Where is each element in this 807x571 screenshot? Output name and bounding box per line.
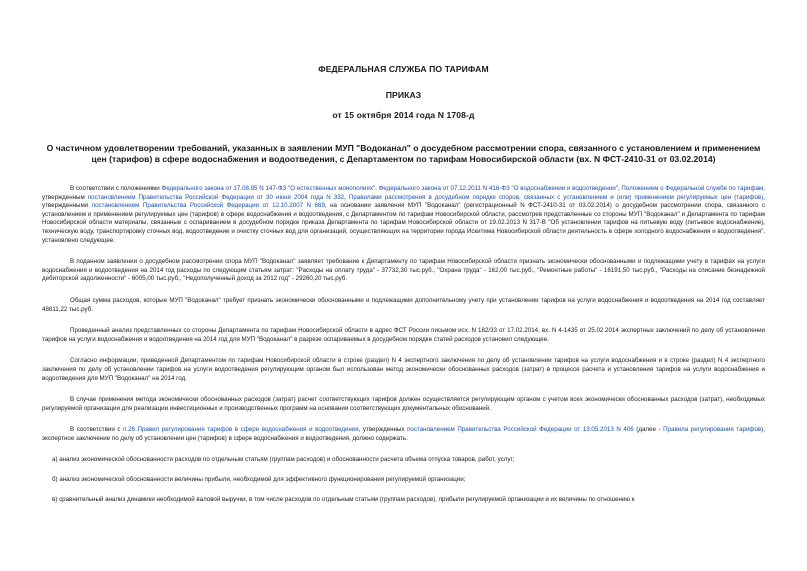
link-rules-p26[interactable]: п.26 Правил регулирования тарифов в сфере водоснабжения и водоотведения	[123, 426, 359, 434]
list-item: б) анализ экономической обоснованности величины прибыли, необходимой для эффективного функционирования регулируемой организации;	[52, 476, 466, 484]
text-fragment: , утвержденных	[358, 426, 408, 434]
paragraph-method: Согласно информации, приведенной Департаментом по тарифам Новосибирской области в строке (раздел) N 4 экспертного заключения по делу об установлении тарифов на услуги водоснабжения и в строке (раздел) N 4 экспертного заключения по делу об установлении тарифов на услуги водоотведения регулирующим органом был использован метод экономически обоснованных расходов (затрат) в процессе расчета и установления тарифов на услуги водоснабжения и водоотведения для МУП "Водоканал" на 2014 год.	[42, 357, 765, 382]
paragraph-legal-basis	[42, 185, 765, 245]
link-federal-law-416[interactable]: Федерального закона от 07.12.2011 N 416-ФЗ "О водоснабжении и водоотведении"	[378, 185, 618, 192]
text-fragment: , на основании заявления МУП "Водоканал" (регистрационный N ФСТ-2410-31 от 03.02.2014) о досудебном рассмотрении спора, связанного с установлением и применением регулируемых цен (тарифов) в сфере водоснабжения и водоотведения, с Департаментом по тарифам Новосибирской области, рассмотрев представленные со стороны МУП "Водоканал" и Департамента по тарифам Новосибирской области материалы, связанные с оспариванием в досудебном порядке приказа Департамента по тарифам Новосибирской области от 19.02.2013 N 317-В "Об установлении тарифов на питьевую воду (питьевое водоснабжение), техническую воду, транспортировку сточных вод, водоотведение и очистку сточных вод для организаций, осуществляющих на территории города Искитима Новосибирской области деятельность в сфере холодного водоснабжения и водоотведения", установлено следующее.	[42, 202, 765, 244]
link-resolution-406[interactable]: постановлением Правительства Российской Федерации от 13.05.2013 N 406	[407, 426, 634, 434]
link-tariff-rules[interactable]: Правила регулирования тарифов	[663, 426, 762, 434]
text-fragment: ,	[344, 193, 349, 201]
agency-name: ФЕДЕРАЛЬНАЯ СЛУЖБА ПО ТАРИФАМ	[318, 64, 489, 74]
text-fragment: ), экспертное заключение по делу об установлении цен (тарифов) в сфере водоснабжения и водоотведения, должно содержать:	[42, 426, 766, 442]
paragraph-rules-reference	[42, 426, 765, 443]
list-item: а) анализ экономической обоснованности расходов по отдельным статьям (группам расходов) и обоснованности расчета объема отпуска товаров, работ, услуг;	[52, 456, 515, 464]
paragraph-claim: В поданном заявлении о досудебном рассмотрении спора МУП "Водоканал" заявляет требование к Департаменту по тарифам Новосибирской области признать экономически обоснованными и подлежащими учету в тарифах на услуги водоснабжения и водоотведения на 2014 год расходы по следующим статьям затрат: "Расходы на оплату труда" - 37732,30 тыс.руб., "Охрана труда" - 162,00 тыс.руб., "Ремонтные работы" - 16191,50 тыс.руб., "Расходы на списание безнадежной дебиторской задолженности" - 6005,00 тыс.руб., "Недополученный доход за 2012 год" - 29260,20 тыс.руб.	[42, 258, 765, 283]
text-fragment: (далее -	[633, 426, 664, 434]
text-fragment: В соответствии с положениями	[70, 185, 162, 192]
text-fragment: , утвержденным	[42, 185, 765, 201]
document-type: ПРИКАЗ	[385, 90, 422, 100]
link-dispute-rules[interactable]: Правилами рассмотрения в досудебном порядке споров, связанных с установлением и (или) применением регулируемых цен (тарифов)	[348, 193, 764, 201]
document-date: от 15 октября 2014 года N 1708-д	[332, 110, 475, 120]
document-title: О частичном удовлетворении требований, указанных в заявлении МУП "Водоканал" о досудебном рассмотрении спора, связанного с установлением и применением цен (тарифов) в сфере водоснабжения и водоотведения, с Департаментом по тарифам Новосибирской области (вх. N ФСТ-2410-31 от 03.02.2014)	[46, 143, 761, 164]
link-resolution-669[interactable]: постановлением Правительства Российской Федерации от 12.10.2007 N 669	[91, 202, 325, 210]
list-item: в) сравнительный анализ динамики необходимой валовой выручки, в том числе расходов по отдельным статьям (группам расходов), прибыли регулируемой организации и их величины по отношению к	[52, 495, 635, 503]
paragraph-total-sum: Общая сумма расходов, которые МУП "Водоканал" требует признать экономически обоснованными и подлежащими дополнительному учету при установлении тарифов на услуги водоснабжения и водоотведения на 2014 год составляет 48811,22 тыс.руб.	[42, 296, 765, 313]
paragraph-cost-method: В случае применения метода экономически обоснованных расходов (затрат) расчет соответствующих тарифов должен осуществляется регулирующим органом с учетом всех экономически обоснованных расходов (затрат), необходимых регулируемой организации для реализации инвестиционных и производственных программ на основании соответствующих документальных обоснований.	[42, 396, 765, 412]
text-fragment: ,	[375, 185, 379, 192]
paragraph-analysis: Проведенный анализ представленных со стороны Департамента по тарифам Новосибирской области в адрес ФСТ России письмом исх. N 182/33 от 17.02.2014, вх. N 4-1435 от 25.02.2014 экспертных заключений по делу об установлении тарифов на услуги водоснабжения и водоотведения на 2014 год для МУП "Водоканал" в разрезе оспариваемых в досудебном порядке статей расходов установил следующее.	[42, 327, 765, 343]
link-fst-regulation[interactable]: Положением о Федеральной службе по тарифам	[621, 185, 764, 192]
text-fragment: ,	[617, 185, 622, 192]
text-fragment: В соответствии с	[70, 426, 124, 434]
link-resolution-332[interactable]: постановлением Правительства Российской Федерации от 30 июня 2004 года N 332	[87, 193, 345, 201]
text-fragment: , утвержденными	[42, 193, 765, 210]
link-federal-law-147[interactable]: Федерального закона от 17.08.95 N 147-ФЗ "О естественных монополиях"	[161, 185, 376, 192]
